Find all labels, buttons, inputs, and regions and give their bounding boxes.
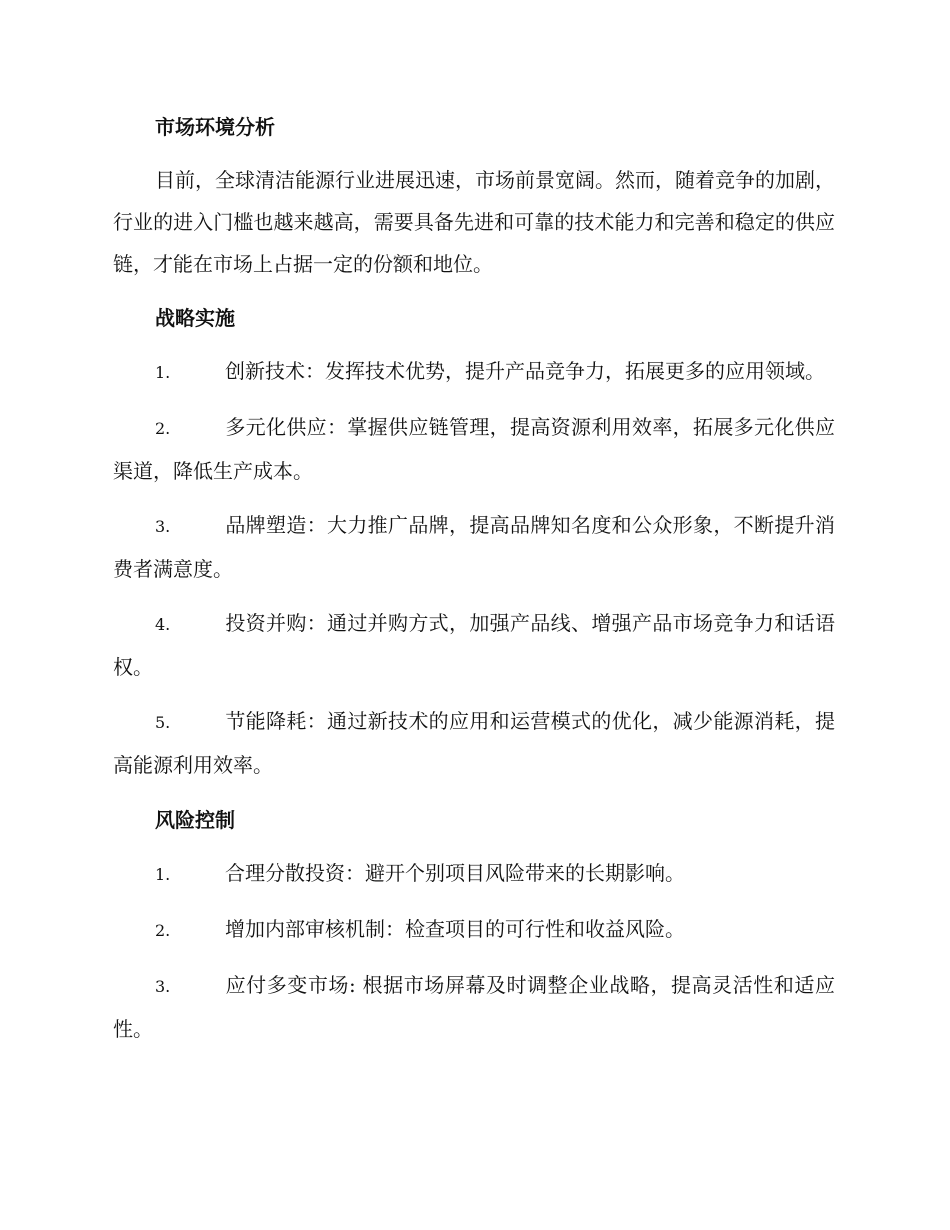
risk-list-item (113, 908, 835, 952)
list-number: 3. (155, 977, 171, 996)
list-item-text: 品牌塑造：大力推广品牌，提高品牌知名度和公众形象，不断提升消费者满意度。 (113, 513, 835, 581)
list-number: 1. (155, 865, 171, 884)
market-analysis-paragraph: 目前，全球清洁能源行业进展迅速，市场前景宽阔。然而，随着竞争的加剧，行业的进入门槛也越来越高，需要具备先进和可靠的技术能力和完善和稳定的供应链，才能在市场上占据一定的份额和地位。 (113, 168, 835, 276)
list-item-text: 应付多变市场: 根据市场屏幕及时调整企业战略，提高灵活性和适应性。 (113, 973, 835, 1041)
risk-list-item (113, 964, 835, 1050)
section-heading-strategy: 战略实施 (155, 306, 235, 330)
list-item-text: 创新技术：发挥技术优势，提升产品竞争力，拓展更多的应用领域。 (225, 359, 825, 383)
strategy-list-item (113, 602, 835, 688)
document-page (113, 105, 835, 1062)
list-number: 3. (155, 517, 171, 536)
strategy-list-item (113, 350, 835, 394)
section-heading-market-analysis: 市场环境分析 (155, 115, 275, 139)
risk-list-item (113, 852, 835, 896)
list-number: 5. (155, 713, 171, 732)
section-heading-risk-control: 风险控制 (155, 808, 235, 832)
list-item-text: 增加内部审核机制：检查项目的可行性和收益风险。 (225, 917, 685, 941)
list-number: 2. (155, 921, 171, 940)
list-item-text: 多元化供应：掌握供应链管理，提高资源利用效率，拓展多元化供应渠道，降低生产成本。 (113, 415, 835, 483)
list-number: 4. (155, 615, 171, 634)
strategy-list-item (113, 504, 835, 590)
list-number: 2. (155, 419, 171, 438)
list-number: 1. (155, 363, 171, 382)
strategy-list-item (113, 406, 835, 492)
list-item-text: 投资并购：通过并购方式，加强产品线、增强产品市场竞争力和话语权。 (113, 611, 835, 679)
strategy-list-item (113, 700, 835, 786)
list-item-text: 节能降耗：通过新技术的应用和运营模式的优化，减少能源消耗，提高能源利用效率。 (113, 709, 835, 777)
list-item-text: 合理分散投资：避开个别项目风险带来的长期影响。 (225, 861, 685, 885)
